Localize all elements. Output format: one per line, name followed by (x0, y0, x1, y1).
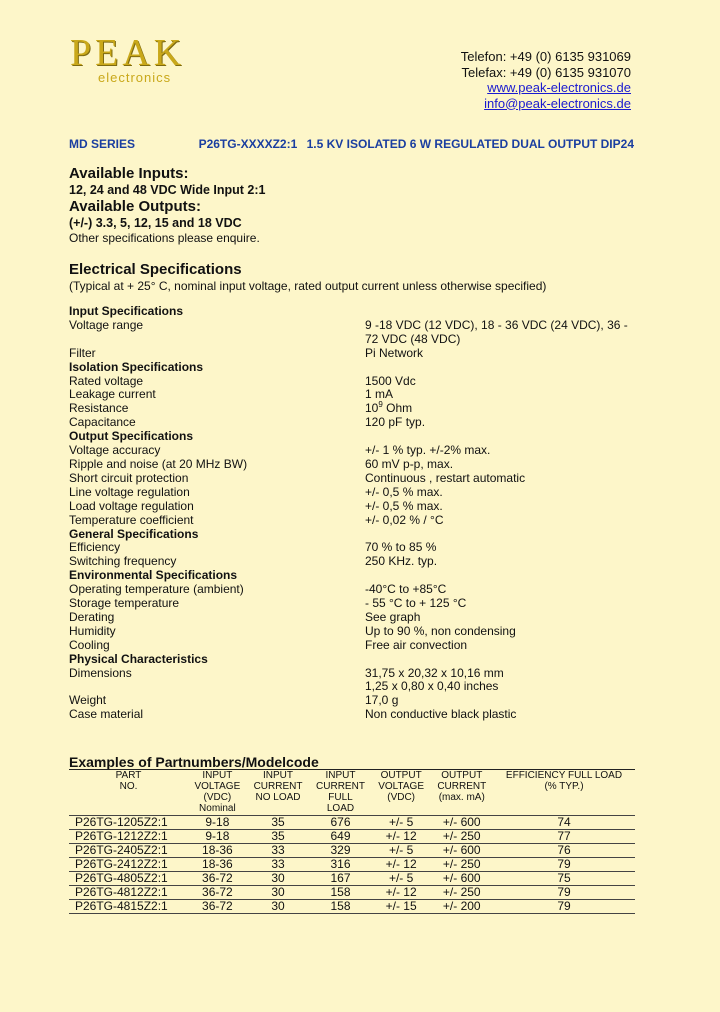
table-row (69, 830, 635, 844)
table-row (69, 886, 635, 900)
spec-row (69, 680, 649, 694)
table-cell: P26TG-1212Z2:1 (69, 830, 188, 844)
spec-row (69, 708, 649, 722)
table-cell: P26TG-4815Z2:1 (69, 900, 188, 914)
spec-row (69, 555, 649, 569)
spec-label: Derating (69, 609, 115, 624)
enquire-note: Other specifications please enquire. (69, 231, 260, 245)
column-header-line: OUTPUT (380, 770, 422, 781)
spec-label: Physical Characteristics (69, 651, 208, 666)
column-header-line: Nominal (199, 803, 236, 814)
spec-row (69, 514, 649, 528)
spec-label: Leakage current (69, 387, 156, 402)
column-header-line: NO. (119, 781, 138, 792)
spec-label: Input Specifications (69, 304, 184, 318)
spec-label: Dimensions (69, 665, 132, 680)
column-header-line: OUTPUT (441, 770, 483, 781)
table-cell: +/- 15 (372, 900, 431, 914)
table-cell: 33 (247, 858, 309, 872)
spec-label: Filter (69, 345, 96, 360)
table-cell: +/- 600 (431, 872, 493, 886)
table-cell: P26TG-2412Z2:1 (69, 858, 188, 872)
series-header (69, 137, 634, 151)
column-header-line: NO LOAD (255, 792, 301, 803)
spec-value: See graph (365, 609, 421, 624)
spec-value: +/- 0,02 % / °C (365, 512, 444, 527)
spec-label: Voltage range (69, 317, 144, 332)
table-cell: 329 (309, 844, 371, 858)
column-header-line: VOLTAGE (378, 781, 424, 792)
table-cell: 158 (309, 886, 371, 900)
table-cell: +/- 250 (431, 830, 493, 844)
spec-value (365, 653, 635, 667)
spec-label: Isolation Specifications (69, 359, 204, 374)
spec-row (69, 486, 649, 500)
column-header (69, 770, 188, 816)
series-part: P26TG-XXXXZ2:1 (198, 137, 298, 151)
table-cell: 36-72 (188, 886, 247, 900)
spec-label: Output Specifications (69, 429, 194, 444)
spec-row (69, 333, 649, 347)
spec-row (69, 597, 649, 611)
column-header-line: VOLTAGE (194, 781, 241, 792)
website-link[interactable]: www.peak-electronics.de (487, 80, 631, 95)
column-header-line: INPUT (263, 770, 293, 781)
table-cell: 18-36 (188, 858, 247, 872)
table-cell: 35 (247, 830, 309, 844)
logo-wordmark: PEAK (70, 32, 186, 74)
spec-row (69, 472, 649, 486)
spec-value: 72 VDC (48 VDC) (365, 331, 461, 346)
spec-row (69, 667, 649, 681)
spec-value: +/- 1 % typ. +/-2% max. (365, 443, 491, 458)
spec-value: 70 % to 85 % (365, 540, 437, 555)
spec-label: Capacitance (69, 415, 136, 430)
spec-label: Environmental Specifications (69, 568, 238, 583)
spec-section-heading (69, 361, 649, 375)
spec-label: Switching frequency (69, 554, 177, 569)
spec-row (69, 583, 649, 597)
inputs-value: 12, 24 and 48 VDC Wide Input 2:1 (69, 183, 266, 197)
spec-value (365, 305, 635, 319)
column-header-line: INPUT (325, 770, 356, 781)
table-cell: P26TG-4805Z2:1 (69, 872, 188, 886)
spec-section-heading (69, 305, 649, 319)
spec-value: 9 -18 VDC (12 VDC), 18 - 36 VDC (24 VDC), 36 - (365, 317, 628, 332)
electrical-title: Electrical Specifications (69, 261, 242, 278)
spec-value (365, 430, 635, 444)
spec-label: Voltage accuracy (69, 443, 161, 458)
table-cell: +/- 12 (372, 858, 431, 872)
column-header (372, 770, 431, 816)
table-cell: 30 (247, 900, 309, 914)
logo-subtitle: electronics (98, 70, 172, 85)
column-header-line: (VDC) (203, 792, 232, 803)
spec-value: +/- 0,5 % max. (365, 498, 443, 513)
spec-value: Up to 90 %, non condensing (365, 623, 516, 638)
email-link[interactable]: info@peak-electronics.de (484, 95, 631, 111)
table-cell: +/- 5 (372, 844, 431, 858)
spec-value: $10^9$ Ohm (365, 400, 413, 416)
spec-exponent: 9 (378, 400, 383, 410)
column-header-line: FULL (328, 792, 353, 803)
fax-number: Telefax: +49 (0) 6135 931070 (461, 64, 631, 80)
spec-row (69, 639, 649, 653)
phone-number: Telefon: +49 (0) 6135 931069 (460, 49, 631, 64)
table-cell: 74 (493, 816, 635, 830)
column-header-line: (max. mA) (438, 792, 485, 803)
table-cell: +/- 600 (431, 816, 493, 830)
spec-value: 1,25 x 0,80 x 0,40 inches (365, 679, 499, 694)
spec-value: Non conductive black plastic (365, 707, 517, 722)
table-cell: 9-18 (188, 816, 247, 830)
spec-label: Load voltage regulation (69, 498, 194, 513)
column-header-line: PART (115, 770, 142, 781)
table-cell: +/- 250 (431, 886, 493, 900)
spec-value: 31,75 x 20,32 x 10,16 mm (365, 665, 504, 680)
table-cell: 316 (309, 858, 371, 872)
series-description: 1.5 KV ISOLATED 6 W REGULATED DUAL OUTPUT DIP24 (306, 137, 634, 151)
electrical-note: (Typical at + 25° C, nominal input voltage, rated output current unless otherwise specified) (69, 279, 547, 293)
spec-row (69, 388, 649, 402)
column-header-line: CURRENT (316, 781, 365, 792)
column-header-line: EFFICIENCY FULL LOAD (505, 770, 623, 781)
company-logo (70, 34, 190, 85)
spec-row (69, 347, 649, 361)
contact-block (461, 49, 631, 111)
table-cell: 79 (493, 886, 635, 900)
spec-label: Efficiency (69, 540, 121, 555)
electrical-header (69, 261, 669, 294)
table-cell: +/- 5 (372, 816, 431, 830)
spec-section-heading (69, 528, 649, 542)
table-cell: 35 (247, 816, 309, 830)
table-cell: 75 (493, 872, 635, 886)
spec-row (69, 625, 649, 639)
column-header (309, 770, 371, 816)
spec-row (69, 416, 649, 430)
spec-value (365, 569, 635, 583)
spec-row (69, 611, 649, 625)
spec-label: Humidity (69, 623, 116, 638)
spec-row (69, 375, 649, 389)
column-header (493, 770, 635, 816)
spec-row (69, 444, 649, 458)
table-cell: 18-36 (188, 844, 247, 858)
spec-label: Rated voltage (69, 373, 144, 388)
outputs-title: Available Outputs: (69, 198, 201, 215)
spec-row (69, 694, 649, 708)
table-cell: +/- 5 (372, 872, 431, 886)
column-header-line: CURRENT (253, 781, 303, 792)
column-header-line: LOAD (326, 803, 355, 814)
table-cell: 77 (493, 830, 635, 844)
spec-label: Operating temperature (ambient) (69, 582, 244, 597)
table-cell: 30 (247, 886, 309, 900)
table-cell: 36-72 (188, 900, 247, 914)
table-cell: 9-18 (188, 830, 247, 844)
spec-label: Cooling (69, 637, 110, 652)
partnumber-table (69, 769, 635, 914)
spec-row (69, 458, 649, 472)
spec-value: 120 pF typ. (365, 415, 426, 430)
table-row (69, 816, 635, 830)
table-row (69, 900, 635, 914)
table-cell: 676 (309, 816, 371, 830)
spec-value: 1 mA (365, 387, 394, 402)
column-header-line: (% TYP.) (544, 781, 584, 792)
outputs-value: (+/-) 3.3, 5, 12, 15 and 18 VDC (69, 216, 242, 230)
table-row (69, 872, 635, 886)
spec-value: 250 KHz. typ. (365, 554, 438, 569)
spec-label: Short circuit protection (69, 470, 189, 485)
spec-value: Pi Network (365, 345, 424, 360)
spec-row (69, 541, 649, 555)
inputs-title: Available Inputs: (69, 165, 189, 182)
spec-section-heading (69, 569, 649, 583)
table-cell: P26TG-4812Z2:1 (69, 886, 188, 900)
table-cell: 79 (493, 858, 635, 872)
spec-label: Line voltage regulation (69, 484, 190, 499)
table-row (69, 844, 635, 858)
spec-value: Continuous , restart automatic (365, 470, 526, 485)
spec-label: Ripple and noise (at 20 MHz BW) (69, 456, 248, 471)
spec-section-heading (69, 430, 649, 444)
spec-label: Storage temperature (69, 596, 180, 611)
spec-label: Weight (69, 693, 107, 708)
table-cell: 36-72 (188, 872, 247, 886)
column-header-line: (VDC) (387, 792, 416, 803)
spec-value: 1500 Vdc (365, 373, 416, 388)
table-cell: 30 (247, 872, 309, 886)
spec-label (69, 680, 365, 694)
spec-value: Free air convection (365, 637, 468, 652)
examples-title: Examples of Partnumbers/Modelcode (69, 754, 319, 770)
spec-row (69, 319, 649, 333)
spec-label: General Specifications (69, 526, 199, 541)
column-header (247, 770, 309, 816)
spec-value: - 55 °C to + 125 °C (365, 596, 467, 611)
column-header (188, 770, 247, 816)
spec-label: Case material (69, 707, 144, 722)
series-name: MD SERIES (69, 137, 136, 151)
table-cell: +/- 12 (372, 886, 431, 900)
spec-label: Temperature coefficient (69, 512, 194, 527)
column-header-line: INPUT (202, 770, 233, 781)
spec-value: 17,0 g (365, 693, 399, 708)
table-header-row (69, 770, 635, 816)
spec-row (69, 402, 649, 416)
table-cell: 158 (309, 900, 371, 914)
table-cell: +/- 200 (431, 900, 493, 914)
table-cell: 167 (309, 872, 371, 886)
table-cell: +/- 250 (431, 858, 493, 872)
spec-value (365, 528, 635, 542)
spec-list (69, 305, 649, 722)
spec-value: 60 mV p-p, max. (365, 456, 454, 471)
spec-value (365, 361, 635, 375)
availability-section (69, 165, 649, 246)
spec-value: +/- 0,5 % max. (365, 484, 443, 499)
table-cell: 649 (309, 830, 371, 844)
spec-row (69, 500, 649, 514)
table-cell: +/- 12 (372, 830, 431, 844)
table-cell: 79 (493, 900, 635, 914)
column-header (431, 770, 493, 816)
table-cell: P26TG-1205Z2:1 (69, 816, 188, 830)
table-cell: 76 (493, 844, 635, 858)
spec-value: -40°C to +85°C (365, 582, 447, 597)
spec-label (69, 333, 365, 347)
table-cell: 33 (247, 844, 309, 858)
spec-section-heading (69, 653, 649, 667)
table-cell: P26TG-2405Z2:1 (69, 844, 188, 858)
table-cell: +/- 600 (431, 844, 493, 858)
table-row (69, 858, 635, 872)
spec-label: Resistance (69, 401, 129, 416)
column-header-line: CURRENT (437, 781, 487, 792)
